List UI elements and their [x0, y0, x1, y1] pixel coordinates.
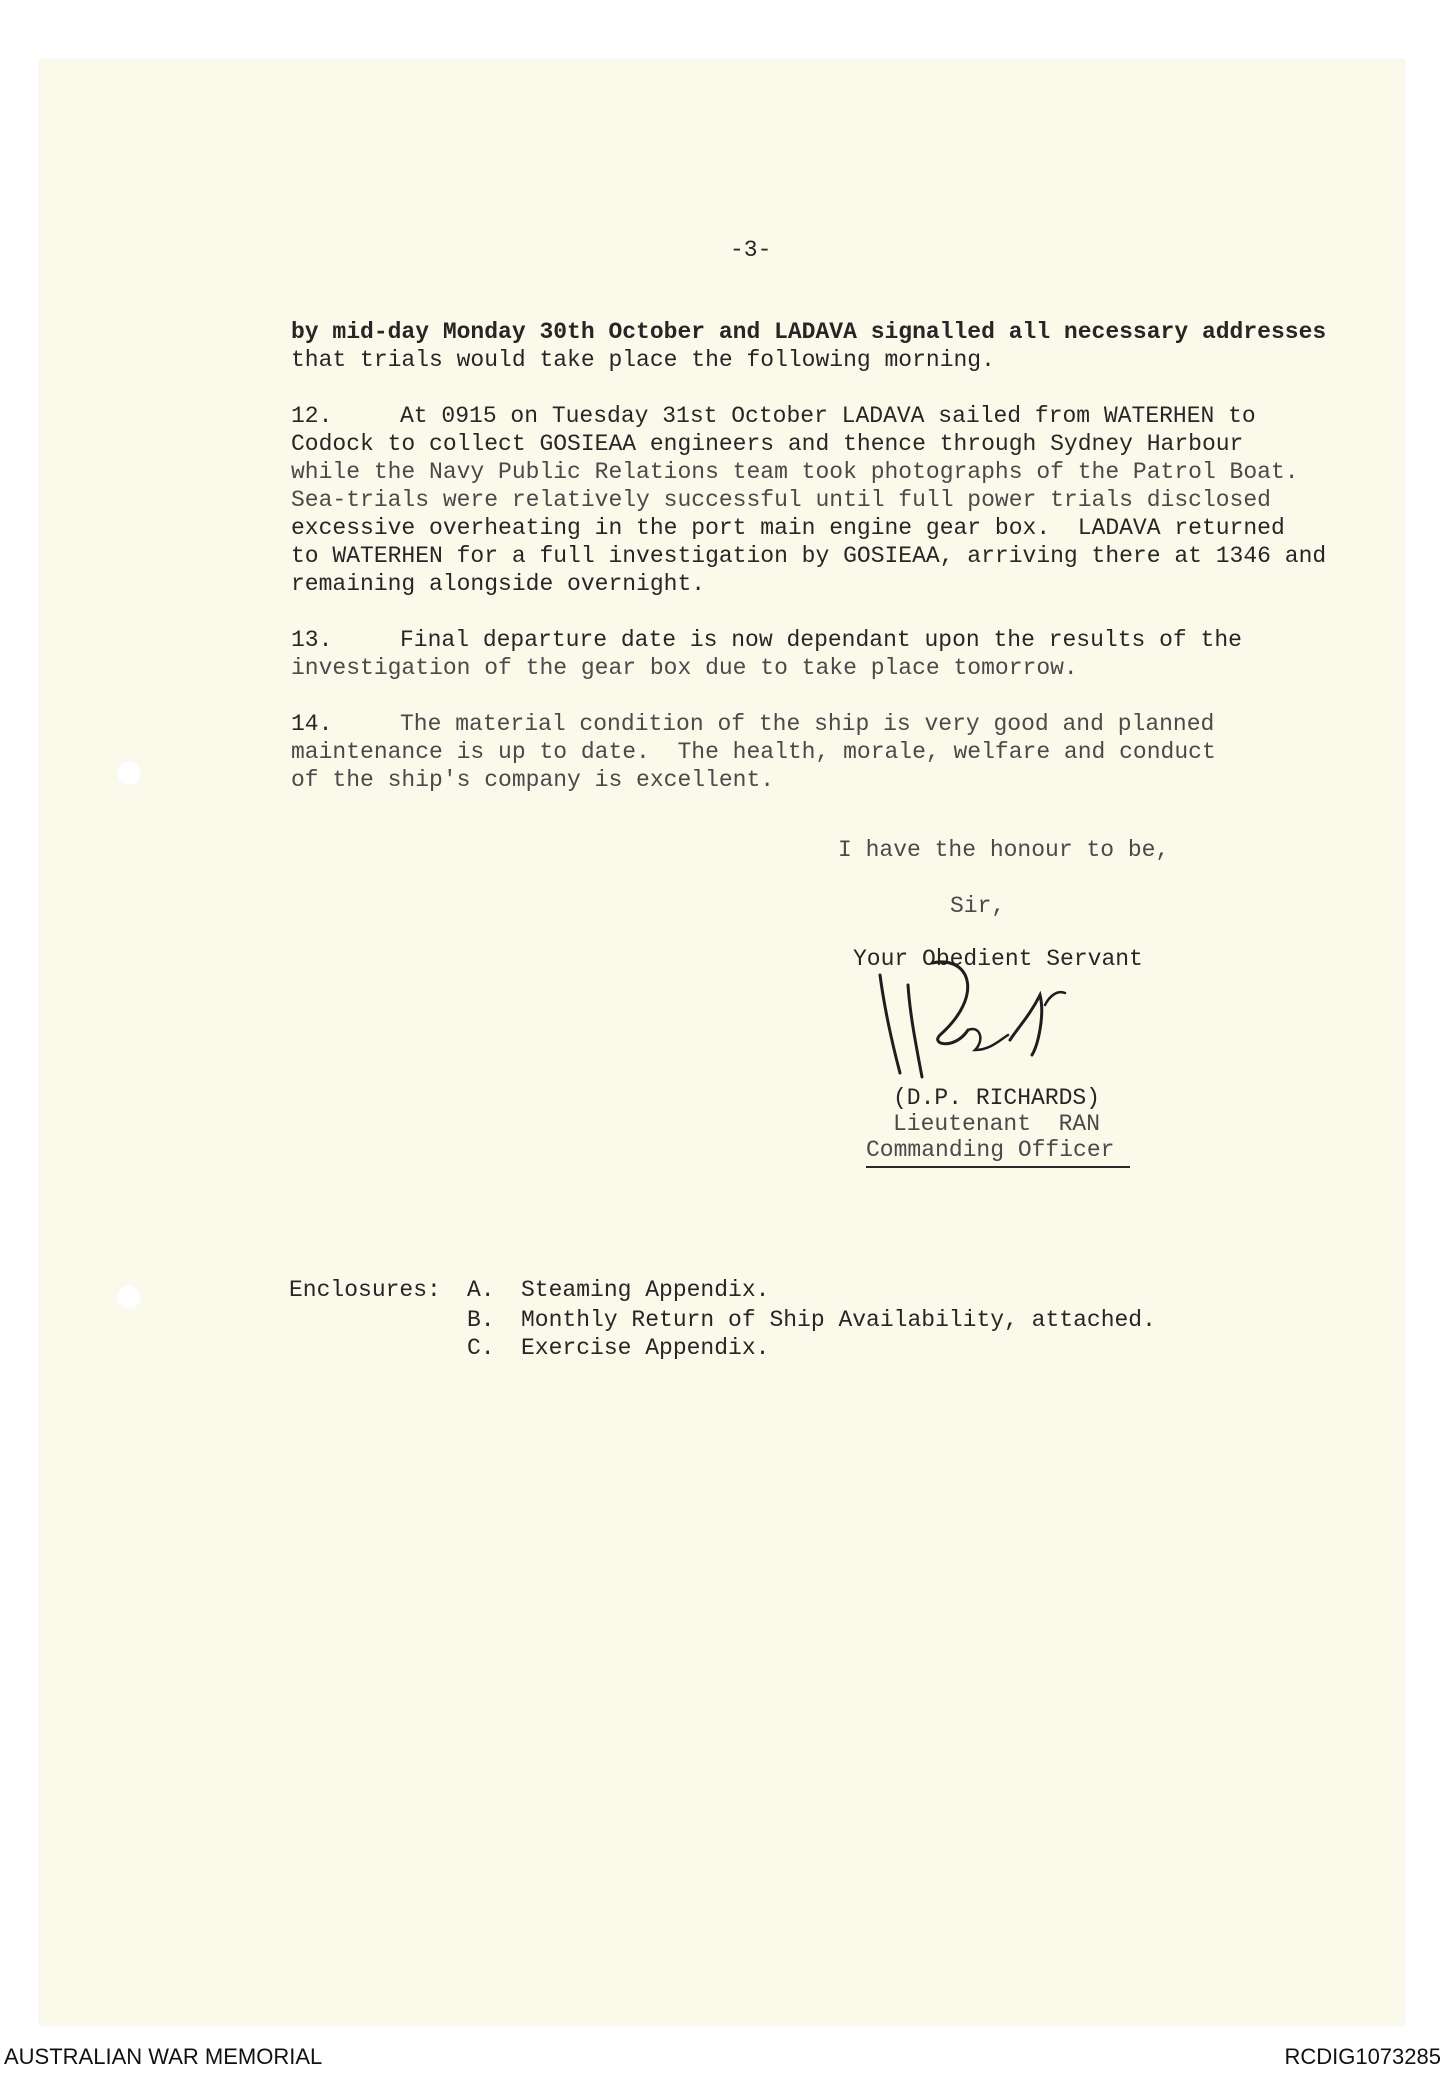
paragraph-13-first-line: Final departure date is now dependant upon the results of the [400, 627, 1242, 653]
signature-image [860, 955, 1100, 1085]
enclosure-text: Monthly Return of Ship Availability, attached. [521, 1307, 1156, 1333]
paragraph-12-line: excessive overheating in the port main engine gear box. LADAVA returned [291, 515, 1285, 541]
punch-hole-bottom [116, 1284, 142, 1310]
enclosure-letter: C. [467, 1335, 495, 1361]
enclosure-text: Steaming Appendix. [521, 1277, 770, 1303]
enclosure-letter: B. [467, 1307, 495, 1333]
enclosure-letter: A. [467, 1277, 495, 1303]
paragraph-14-line: of the ship's company is excellent. [291, 767, 775, 793]
title-underline [866, 1166, 1130, 1168]
paragraph-12-line: remaining alongside overnight. [291, 571, 706, 597]
paragraph-14-line: maintenance is up to date. The health, morale, welfare and conduct [291, 739, 1216, 765]
closing-honour: I have the honour to be, [838, 837, 1170, 863]
paragraph-12-line: Codock to collect GOSIEAA engineers and thence through Sydney Harbour [291, 431, 1244, 457]
footer-archive-name: AUSTRALIAN WAR MEMORIAL [4, 2044, 323, 2069]
paragraph-12-first-line: At 0915 on Tuesday 31st October LADAVA sailed from WATERHEN to [400, 403, 1256, 429]
punch-hole-top [116, 760, 142, 786]
closing-servant: Your Obedient Servant [853, 946, 1143, 972]
paragraph-13-line: investigation of the gear box due to take place tomorrow. [291, 655, 1078, 681]
footer-record-id: RCDIG1073285 [1284, 2044, 1441, 2069]
page-number: -3- [730, 237, 772, 263]
paragraph-13-number: 13. [291, 627, 333, 653]
paragraph-12-line: while the Navy Public Relations team took photographs of the Patrol Boat. [291, 459, 1299, 485]
paragraph-12-line: Sea-trials were relatively successful until full power trials disclosed [291, 487, 1271, 513]
closing-sir: Sir, [950, 893, 1006, 919]
signatory-rank: Lieutenant RAN [893, 1111, 1101, 1137]
signatory-title: Commanding Officer [866, 1137, 1115, 1163]
paragraph-14-first-line: The material condition of the ship is very good and planned [400, 711, 1215, 737]
signatory-name: (D.P. RICHARDS) [893, 1085, 1101, 1111]
paragraph-14-number: 14. [291, 711, 333, 737]
paragraph-continued-line-1: by mid-day Monday 30th October and LADAVA signalled all necessary addresses [291, 319, 1327, 345]
paragraph-12-number: 12. [291, 403, 333, 429]
enclosures-label: Enclosures: [289, 1277, 441, 1303]
enclosure-text: Exercise Appendix. [521, 1335, 770, 1361]
paragraph-12-line: to WATERHEN for a full investigation by GOSIEAA, arriving there at 1346 and [291, 543, 1327, 569]
paragraph-continued-line-2: that trials would take place the following morning. [291, 347, 995, 373]
